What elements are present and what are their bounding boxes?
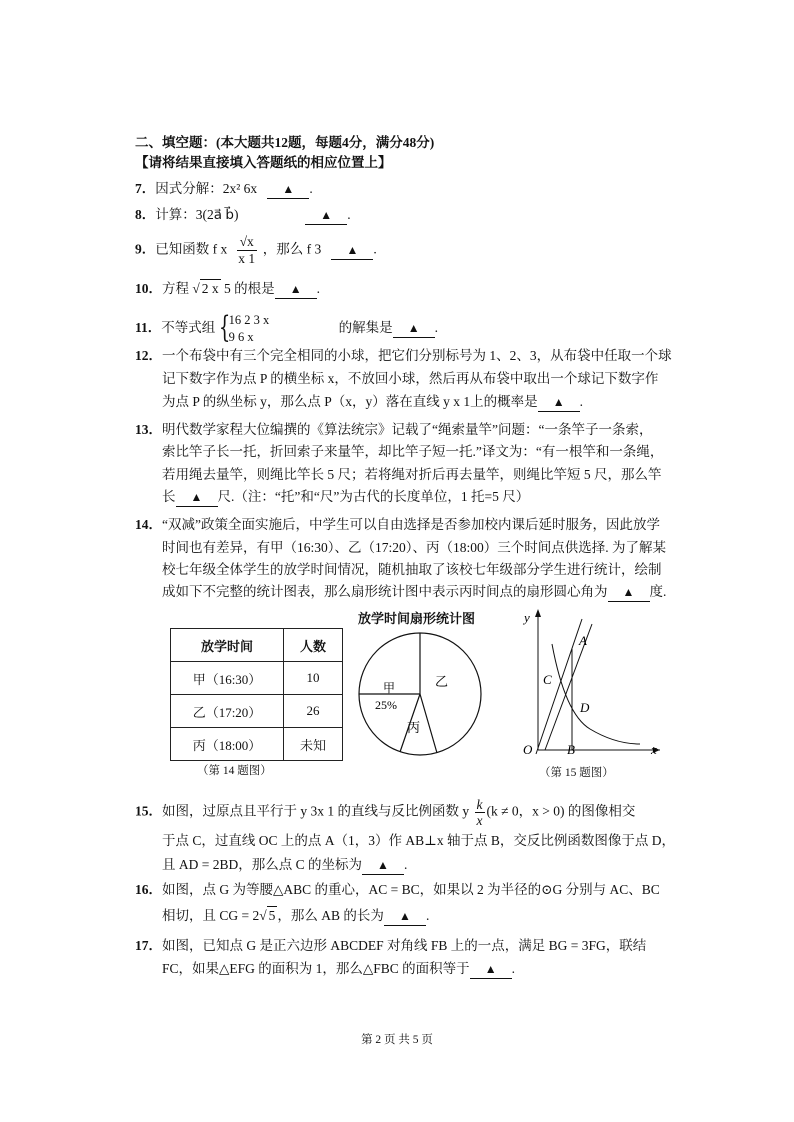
q7-text: 因式分解：2x² 6x	[155, 181, 258, 196]
caption-15: （第 15 题图）	[539, 767, 614, 779]
q17-line-2: FC，如果△EFG 的面积为 1，那么△FBC 的面积等于 ▲ .	[162, 960, 515, 979]
q9-numerator: √x	[237, 234, 257, 251]
q15-answer-blank[interactable]: ▲	[362, 857, 404, 875]
y-axis-arrow-icon	[535, 609, 541, 617]
q8-text: 计算：3(2a⃗ b⃗)	[155, 207, 239, 222]
q16-line-1	[135, 881, 660, 898]
q12-line-2: 记下数字作为点 P 的横坐标 x，不放回小球，然后再从布袋中取出一个球记下数字作	[162, 371, 659, 386]
q15-frac-numerator: k	[476, 797, 483, 812]
q17-text-2: FC，如果△EFG 的面积为 1，那么△FBC 的面积等于	[162, 961, 470, 976]
q16-line-2: 相切，且 CG = 2√ 5 ，那么 AB 的长为 ▲ .	[162, 906, 429, 926]
q14-answer-blank[interactable]: ▲	[608, 584, 650, 602]
pie-label-jia: 甲	[383, 681, 396, 695]
q9-denominator: x 1	[238, 251, 256, 266]
q17-answer-blank[interactable]: ▲	[470, 961, 512, 979]
hyperbola-curve	[552, 644, 640, 744]
q10-number: 10．	[135, 281, 162, 296]
q15-line-3: 且 AD = 2BD，那么点 C 的坐标为 ▲ .	[162, 856, 407, 875]
q9-number: 9．	[135, 241, 156, 257]
q12-line-1	[135, 347, 672, 364]
q15-line-1	[135, 797, 635, 831]
q10-pre: 方程	[162, 281, 189, 296]
question-10: 10．方程 √ 2 x 5 的根是 ▲ .	[135, 279, 320, 299]
q9-pre: 已知函数 f x	[155, 241, 228, 257]
q14-line-4	[162, 583, 666, 602]
q10-radicand: 2 x	[201, 281, 219, 296]
q12-number: 12．	[135, 348, 162, 363]
q13-text-4: 长	[162, 489, 176, 504]
table-header-row	[171, 629, 343, 662]
q14-text-1: “双减”政策全面实施后，中学生可以自由选择是否参加校内课后延时服务，因此放学	[162, 517, 660, 532]
q14-text-4: 成如下不完整的统计图表，那么扇形统计图中表示丙时间点的扇形圆心角为	[162, 584, 608, 599]
table-cell-time: 甲（16:30）	[171, 662, 284, 695]
q16-text-1: 如图，点 G 为等腰△ABC 的重心，AC = BC，如果以 2 为半径的⊙G 分别与 AC、BC	[162, 882, 660, 897]
q14-tail: 度.	[649, 584, 667, 599]
section-title: 二、填空题：(本大题共12题，每题4分，满分48分)	[135, 135, 435, 150]
q17-line-1	[135, 937, 646, 954]
q17-text-1: 如图，已知点 G 是正六边形 ABCDEF 对角线 FB 上的一点，满足 BG = 3FG，联结	[162, 938, 647, 953]
q13-number: 13．	[135, 422, 162, 437]
q9-post: ，那么 f 3	[262, 241, 322, 257]
q16-text-2a: 相切，且 CG = 2	[162, 908, 260, 923]
question-11: 11．不等式组 { 16 2 3 x 9 6 x 的解集是 ▲ .	[135, 310, 439, 345]
pie-chart	[355, 630, 485, 760]
q11-brace: {	[218, 310, 230, 345]
q17-number: 17．	[135, 938, 162, 953]
table-header-count: 人数	[284, 629, 343, 662]
label-y-axis: y	[524, 610, 530, 625]
pie-title: 放学时间扇形统计图	[358, 611, 476, 626]
q15-text-1a: 如图，过原点且平行于 y 3x 1 的直线与反比例函数 y	[162, 803, 470, 819]
q11-number: 11．	[135, 320, 162, 336]
q15-line-2: 于点 C，过直线 OC 上的点 A（1，3）作 AB⊥x 轴于点 B，交反比例函数图像于点 D，	[162, 833, 675, 848]
table-row	[171, 728, 343, 761]
q13-line-2: 索比竿子长一托，折回索子来量竿，却比竿子短一托.”译文为：“有一根竿和一条绳，	[162, 444, 664, 459]
q11-ineq2: 9 6 x	[228, 330, 254, 344]
table-cell-count: 未知	[284, 728, 343, 761]
table-row	[171, 695, 343, 728]
q11-post: 的解集是	[338, 320, 393, 336]
label-origin: O	[523, 742, 533, 757]
q7-answer-blank[interactable]: ▲	[267, 181, 309, 199]
q12-line-3: 为点 P 的纵坐标 y，那么点 P（x，y）落在直线 y x 1上的概率是 ▲ .	[162, 393, 583, 412]
q13-tail: 尺.（注：“托”和“尺”为古代的长度单位，1 托=5 尺）	[217, 489, 530, 504]
pie-label-jia-percent: 25%	[375, 698, 397, 712]
q16-number: 16．	[135, 882, 162, 897]
q7-number: 7．	[135, 181, 156, 196]
label-point-a: A	[579, 633, 587, 648]
q10-answer-blank[interactable]: ▲	[275, 281, 317, 299]
q16-radicand: 5	[268, 908, 276, 923]
table-header-time: 放学时间	[171, 629, 284, 662]
q16-text-2b: ，那么 AB 的长为	[277, 908, 384, 923]
table-cell-time: 丙（18:00）	[171, 728, 284, 761]
q14-number: 14．	[135, 517, 162, 532]
q12-text-3: 为点 P 的纵坐标 y，那么点 P（x，y）落在直线 y x 1上的概率是	[162, 394, 538, 409]
q11-answer-blank[interactable]: ▲	[393, 320, 435, 338]
pie-label-yi: 乙	[435, 674, 449, 689]
question-8: 8．计算：3(2a⃗ b⃗) ▲ .	[135, 206, 351, 225]
q15-number: 15．	[135, 803, 162, 819]
q14-line-1	[135, 516, 660, 533]
table-cell-time: 乙（17:20）	[171, 695, 284, 728]
q8-number: 8．	[135, 207, 156, 222]
q10-post: 5 的根是	[220, 281, 275, 296]
q11-pre: 不等式组	[161, 320, 216, 336]
q9-answer-blank[interactable]: ▲	[331, 242, 373, 260]
pie-label-bing: 丙	[407, 720, 421, 735]
q16-answer-blank[interactable]: ▲	[384, 908, 426, 926]
caption-14: （第 14 题图）	[197, 765, 272, 777]
label-point-c: C	[543, 672, 552, 687]
q14-line-3: 校七年级全体学生的放学时间情况，随机抽取了该校七年级部分学生进行统计，绘制	[162, 562, 662, 577]
page-footer: 第 2 页 共 5 页	[361, 1034, 433, 1046]
q13-line-1	[135, 421, 652, 438]
label-point-d: D	[580, 700, 590, 715]
q15-frac-denominator: x	[476, 813, 483, 828]
q13-line-3: 若用绳去量竿，则绳比竿长 5 尺；若将绳对折后再去量竿，则绳比竿短 5 尺，那么竿	[162, 467, 662, 482]
q13-line-4	[162, 488, 529, 507]
q15-text-1b: (k ≠ 0，x > 0) 的图像相交	[486, 803, 636, 819]
question-7: 7．因式分解：2x² 6x ▲ .	[135, 180, 313, 199]
q15-text-3: 且 AD = 2BD，那么点 C 的坐标为	[162, 857, 362, 872]
q13-text-1: 明代数学家程大位编撰的《算法统宗》记载了“绳索量竿”问题：“一条竿子一条索，	[162, 422, 653, 437]
label-point-b: B	[567, 742, 575, 757]
section-instruction: 【请将结果直接填入答题纸的相应位置上】	[135, 155, 392, 170]
q8-answer-blank[interactable]: ▲	[305, 207, 347, 225]
q11-ineq1: 16 2 3 x	[228, 313, 270, 327]
table-row	[171, 662, 343, 695]
q13-answer-blank[interactable]: ▲	[176, 489, 218, 507]
figure-15	[510, 604, 670, 774]
q12-answer-blank[interactable]: ▲	[538, 394, 580, 412]
pie-divider-bottom	[420, 694, 437, 753]
question-9: 9．已知函数 f x $\frac{√x}{x 1}$ ，那么 f 3 ▲ .	[135, 234, 377, 266]
q12-text-1: 一个布袋中有三个完全相同的小球，把它们分别标号为 1、2、3，从布袋中任取一个球	[162, 348, 672, 363]
q14-table	[170, 628, 343, 761]
table-cell-count: 26	[284, 695, 343, 728]
table-cell-count: 10	[284, 662, 343, 695]
label-x-axis: x	[651, 742, 657, 757]
q14-line-2: 时间也有差异，有甲（16:30）、乙（17:20）、丙（18:00）三个时间点供选择. 为了解某	[162, 540, 667, 555]
